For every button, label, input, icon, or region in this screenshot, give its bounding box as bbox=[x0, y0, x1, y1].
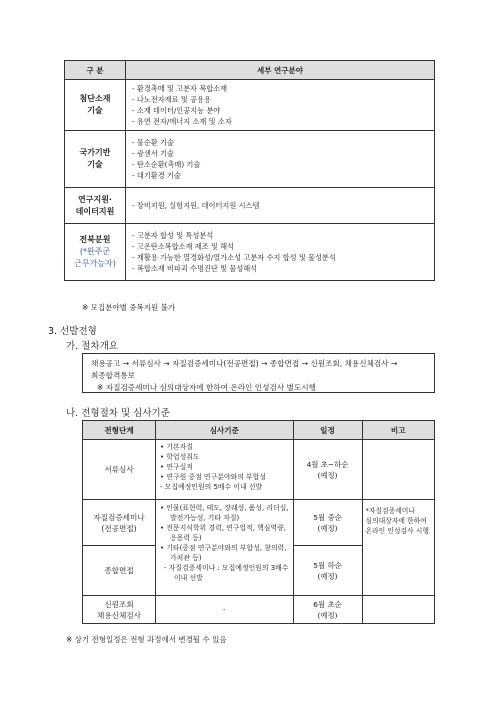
list-item: - 복합소재 비파괴 수명진단 및 물성해석 bbox=[132, 264, 258, 273]
schedule-cell: 6월 초순 (예정) bbox=[293, 596, 362, 624]
criteria-item: • 인물(표현력, 태도, 장래성, 품성, 리더십, bbox=[160, 504, 289, 512]
category-cell bbox=[65, 224, 126, 281]
criteria-item: • 기본자질 bbox=[160, 443, 193, 451]
header-field: 세부 연구분야 bbox=[126, 61, 435, 80]
schedule-cell: 4월 초~하순 (예정) bbox=[293, 440, 362, 500]
criteria-subitem: - 자질검증세미나 : 모집예정인원의 3배수 bbox=[164, 564, 289, 572]
table-row bbox=[65, 188, 435, 224]
list-item: - 대기환경 기술 bbox=[132, 171, 181, 180]
criteria-item: • 연구실적 bbox=[160, 463, 193, 471]
category-label: 국가기반 기술 bbox=[79, 148, 111, 169]
remark-cell bbox=[362, 440, 435, 500]
stage-cell: 자질검증세미나 (전공면접) bbox=[83, 500, 156, 546]
criteria-item: • 학업성취도 bbox=[160, 453, 200, 461]
category-cell bbox=[65, 80, 126, 131]
list-item: - 소재 데이터/인공지능 분야 bbox=[132, 106, 221, 115]
remark-cell bbox=[362, 500, 435, 596]
items-cell bbox=[126, 131, 435, 188]
criteria-subitem-cont: 이내 선발 bbox=[174, 574, 203, 582]
list-item: - 고온탄소복합소재 제조 및 해석 bbox=[132, 242, 234, 251]
subsection-title-b: 나. 전형절차 및 심사기준 bbox=[66, 408, 170, 419]
criteria-item-cont: 응용력 등) bbox=[170, 534, 202, 542]
list-item: - 고분자 합성 및 특성분석 bbox=[132, 231, 214, 240]
selection-process-table bbox=[82, 420, 435, 624]
table-header-row bbox=[83, 421, 435, 440]
procedure-note: ※ 자질검증세미나 심의대상자에 한하여 온라인 인성검사 별도시행 bbox=[97, 383, 316, 392]
stage-cell: 종합면접 bbox=[83, 546, 156, 596]
procedure-box bbox=[82, 353, 435, 393]
procedure-line: 채용공고 → 서류심사 → 자질검증세미나(전공면접) → 종합면접 → 신원조회, 채용신체검사 → bbox=[91, 359, 398, 368]
criteria-subitem: - 모집예정인원의 5배수 이내 선발 bbox=[160, 483, 263, 491]
table-row bbox=[83, 440, 435, 500]
table-row bbox=[65, 131, 435, 188]
section-title: 3. 선발전형 bbox=[48, 326, 97, 337]
stage-cell: 서류심사 bbox=[83, 440, 156, 500]
list-item: - 유연 전자/에너지 소재 및 소자 bbox=[132, 117, 232, 126]
list-item: - 장비지원, 실험지원, 데이터지원 시스템 bbox=[132, 201, 260, 210]
header-remark: 비고 bbox=[362, 421, 435, 440]
table-row bbox=[83, 596, 435, 624]
list-item: - 환경촉매 및 고분자 복합소재 bbox=[132, 84, 228, 93]
items-cell bbox=[126, 80, 435, 131]
criteria-item: • 연구원 중점 연구분야와의 부합성 bbox=[160, 473, 267, 481]
schedule-cell: 5월 중순 (예정) bbox=[293, 500, 362, 546]
table-row bbox=[65, 224, 435, 281]
schedule-change-note: ※ 상기 전형일정은 전형 과정에서 변경될 수 있음 bbox=[66, 635, 227, 644]
subsection-title-a: 가. 절차개요 bbox=[66, 341, 118, 352]
procedure-line: 최종합격통보 bbox=[91, 371, 136, 380]
list-item: - 광센서 기술 bbox=[132, 149, 174, 158]
items-cell bbox=[126, 224, 435, 281]
header-category: 구 분 bbox=[65, 61, 126, 80]
list-item: - 탄소순환(촉매) 기술 bbox=[132, 160, 201, 169]
category-label: 연구지원· 데이터지원 bbox=[75, 194, 115, 216]
criteria-item-cont: 발전가능성, 기타 자질) bbox=[170, 514, 240, 522]
category-cell bbox=[65, 131, 126, 188]
research-fields-table bbox=[64, 60, 435, 281]
list-item: - 물순환 기술 bbox=[132, 138, 174, 147]
stage-cell: 신원조회 채용신체검사 bbox=[83, 596, 156, 624]
category-note: (*완주군 근무가능자) bbox=[74, 247, 116, 268]
criteria-cell bbox=[156, 440, 294, 500]
duplicate-application-note: ※ 모집분야별 중복지원 불가 bbox=[82, 303, 176, 312]
criteria-item-cont: 가치관 등) bbox=[170, 554, 202, 562]
list-item: - 재활용 가능한 열경화성/열가소성 고분자 수지 합성 및 물성분석 bbox=[132, 253, 336, 262]
criteria-item: • 전문지식학위 경력, 연구업적, 핵심역량, bbox=[160, 524, 286, 532]
criteria-item: • 기타(중점 연구분야와의 부합성, 창의력, bbox=[160, 544, 287, 552]
category-label: 첨단소재 기술 bbox=[79, 94, 111, 115]
header-schedule: 일정 bbox=[293, 421, 362, 440]
schedule-cell: 5월 하순 (예정) bbox=[293, 546, 362, 596]
table-row bbox=[65, 80, 435, 131]
criteria-cell bbox=[156, 500, 294, 596]
list-item: - 나노전자재료 및 공용용 bbox=[132, 95, 211, 104]
category-cell bbox=[65, 188, 126, 224]
header-criteria: 심사기준 bbox=[156, 421, 294, 440]
remark-cell bbox=[362, 596, 435, 624]
table-row bbox=[83, 500, 435, 546]
category-label: 전북분원 bbox=[79, 235, 111, 244]
criteria-cell: - bbox=[156, 596, 294, 624]
items-cell bbox=[126, 188, 435, 224]
remark-text: *자질검증세미나 심의대상자에 한하여 온라인 인성검사 시행 bbox=[365, 507, 429, 535]
header-stage: 전형단계 bbox=[83, 421, 156, 440]
table-header-row bbox=[65, 61, 435, 80]
